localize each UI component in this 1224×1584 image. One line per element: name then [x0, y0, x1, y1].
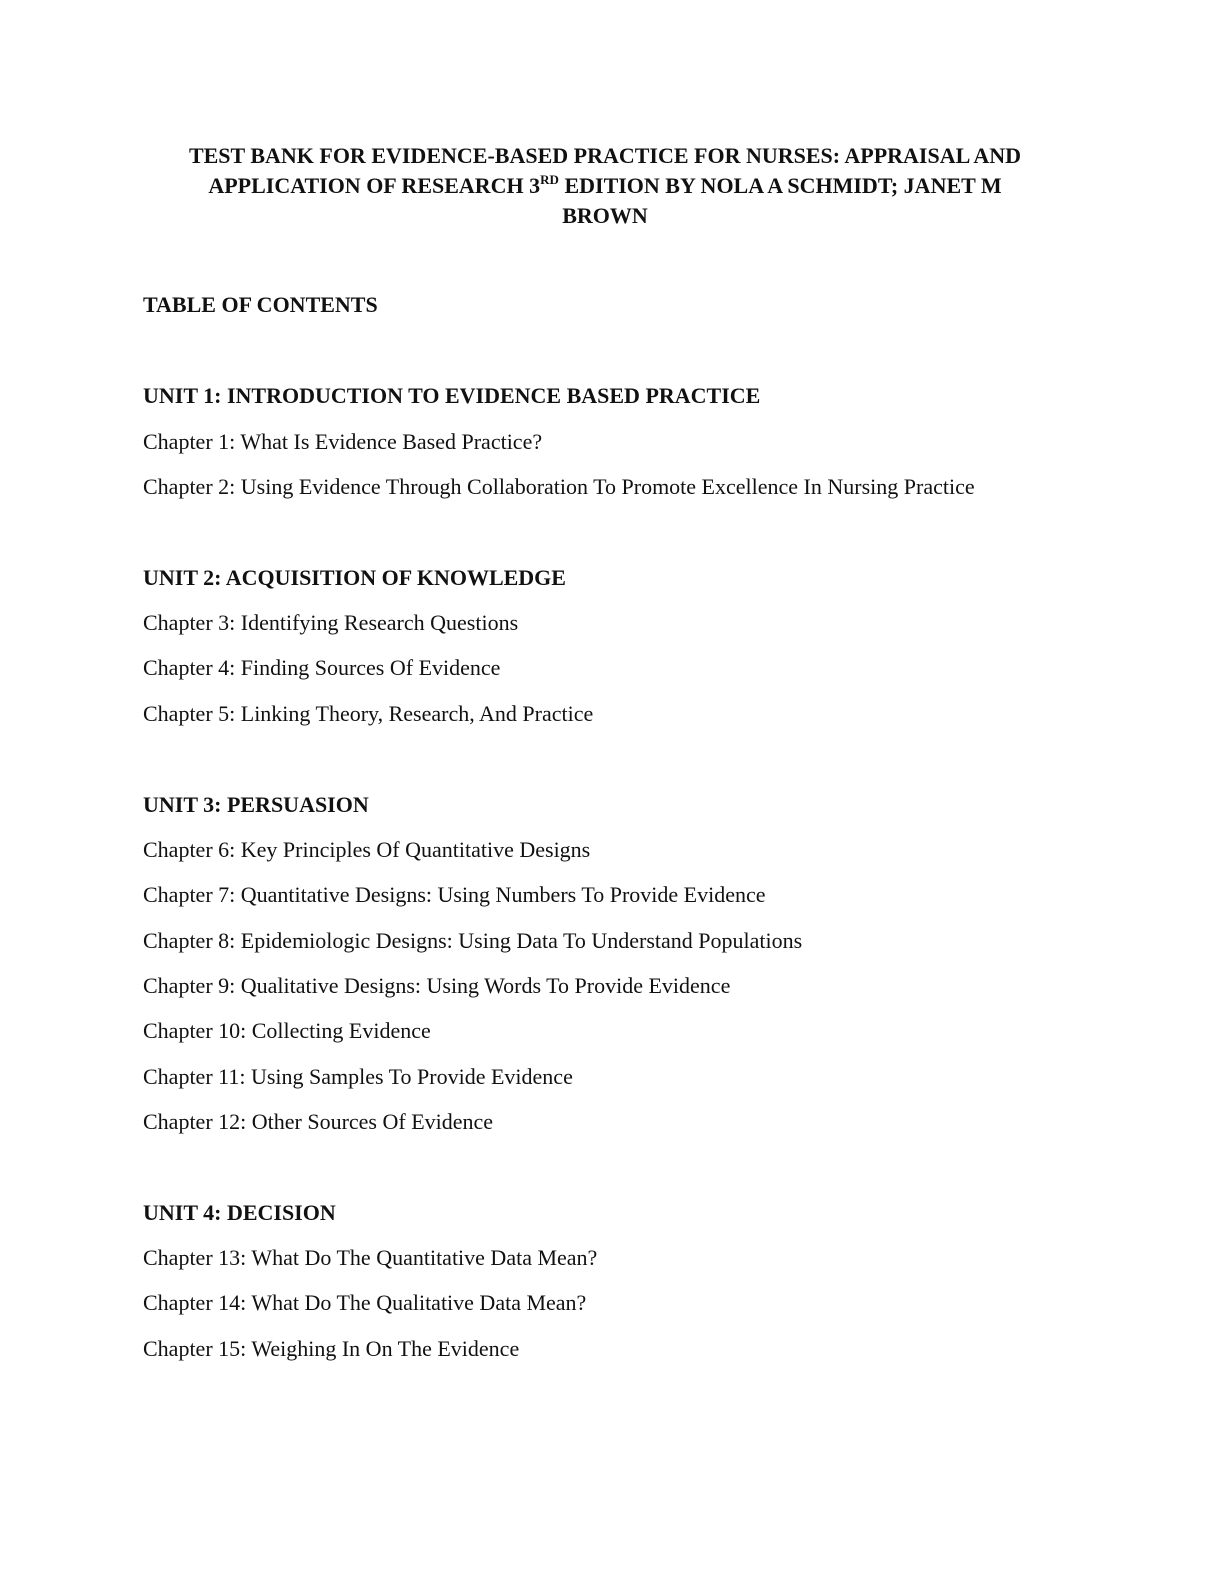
chapter-6: Chapter 6: Key Principles Of Quantitative Designs: [143, 837, 591, 862]
chapter-10: Chapter 10: Collecting Evidence: [143, 1018, 431, 1043]
chapter-3: Chapter 3: Identifying Research Questions: [143, 610, 519, 635]
chapter-13: Chapter 13: What Do The Quantitative Data Mean?: [143, 1245, 598, 1270]
unit-3-heading: UNIT 3: PERSUASION: [143, 792, 369, 817]
chapter-2: Chapter 2: Using Evidence Through Collaboration To Promote Excellence In Nursing Practice: [143, 474, 975, 499]
title-line-3: BROWN: [562, 203, 648, 228]
chapter-5: Chapter 5: Linking Theory, Research, And Practice: [143, 701, 594, 726]
title-superscript: RD: [540, 172, 559, 187]
unit-4-heading: UNIT 4: DECISION: [143, 1200, 336, 1225]
unit-2-heading: UNIT 2: ACQUISITION OF KNOWLEDGE: [143, 565, 566, 590]
title-line-2-end: EDITION BY NOLA A SCHMIDT; JANET M: [558, 173, 1002, 198]
chapter-14: Chapter 14: What Do The Qualitative Data Mean?: [143, 1290, 587, 1315]
chapter-8: Chapter 8: Epidemiologic Designs: Using Data To Understand Populations: [143, 928, 803, 953]
chapter-12: Chapter 12: Other Sources Of Evidence: [143, 1109, 494, 1134]
title-line-2-start: APPLICATION OF RESEARCH 3: [208, 173, 541, 198]
toc-heading: TABLE OF CONTENTS: [143, 292, 378, 317]
chapter-4: Chapter 4: Finding Sources Of Evidence: [143, 655, 501, 680]
chapter-7: Chapter 7: Quantitative Designs: Using Numbers To Provide Evidence: [143, 882, 766, 907]
title-line-1: TEST BANK FOR EVIDENCE-BASED PRACTICE FOR NURSES: APPRAISAL AND: [188, 143, 1022, 168]
chapter-11: Chapter 11: Using Samples To Provide Evidence: [143, 1064, 573, 1089]
chapter-9: Chapter 9: Qualitative Designs: Using Words To Provide Evidence: [143, 973, 731, 998]
chapter-15: Chapter 15: Weighing In On The Evidence: [143, 1336, 520, 1361]
chapter-1: Chapter 1: What Is Evidence Based Practice?: [143, 429, 543, 454]
unit-1-heading: UNIT 1: INTRODUCTION TO EVIDENCE BASED PRACTICE: [143, 383, 761, 408]
document-title: [140, 141, 1070, 231]
